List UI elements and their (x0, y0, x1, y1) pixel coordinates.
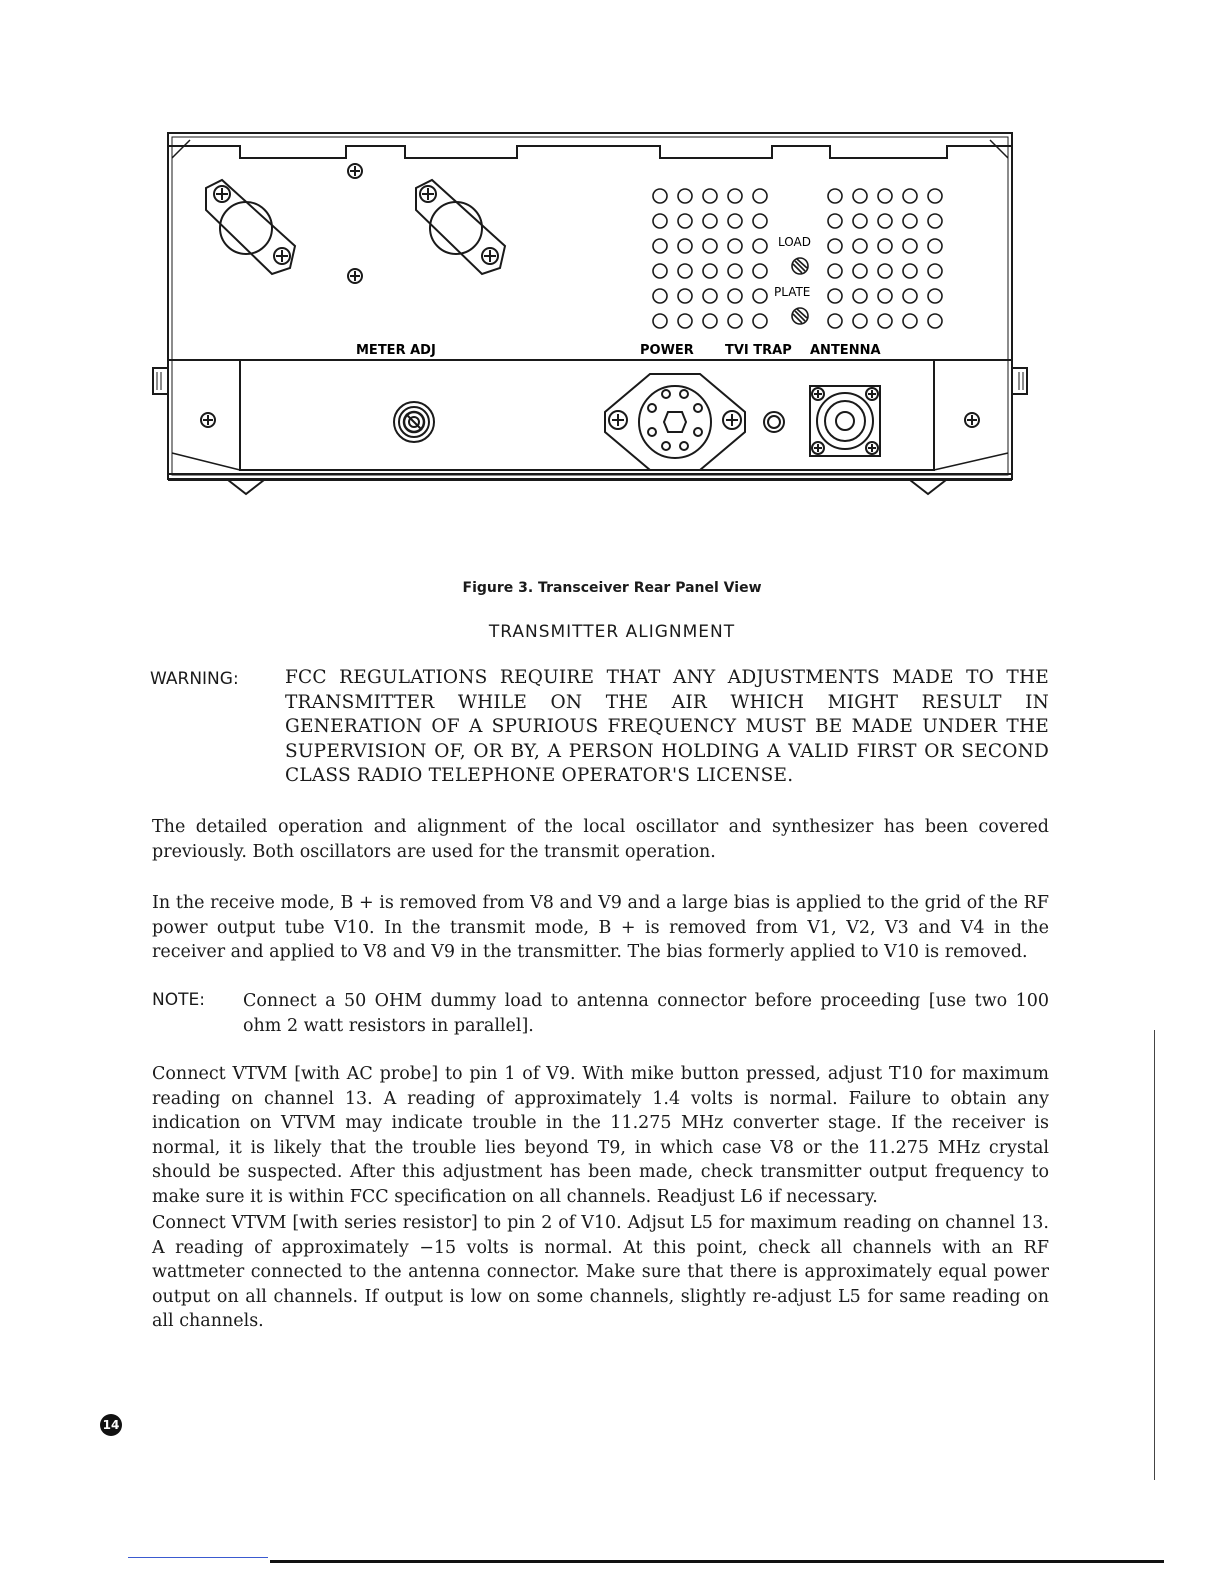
load-adjust-screw (792, 258, 808, 274)
note-label: NOTE: (152, 990, 205, 1010)
vent-hole (653, 264, 667, 278)
vent-hole (928, 314, 942, 328)
vent-hole (703, 239, 717, 253)
antenna-label: ANTENNA (810, 343, 881, 358)
vent-hole (753, 239, 767, 253)
tube-socket-left (206, 180, 295, 274)
screw (348, 269, 362, 283)
warning-label: WARNING: (150, 669, 239, 689)
vent-hole (678, 289, 692, 303)
vent-hole (703, 214, 717, 228)
vent-hole (728, 314, 742, 328)
lower-panel (240, 360, 934, 470)
vent-hole (653, 314, 667, 328)
section-heading: TRANSMITTER ALIGNMENT (488, 622, 736, 642)
vent-hole (928, 214, 942, 228)
vent-hole (928, 289, 942, 303)
vent-hole (753, 314, 767, 328)
tvi-trap-label: TVI TRAP (725, 343, 792, 358)
power-label: POWER (640, 343, 694, 358)
vent-hole (678, 314, 692, 328)
power-socket (605, 374, 745, 470)
vent-hole (828, 214, 842, 228)
vent-hole (703, 314, 717, 328)
vent-hole (653, 239, 667, 253)
vent-hole (728, 264, 742, 278)
bottom-rule (270, 1560, 1164, 1563)
vent-hole (753, 189, 767, 203)
vent-hole (753, 264, 767, 278)
vent-hole (728, 239, 742, 253)
vent-hole (753, 214, 767, 228)
margin-rule (1154, 1030, 1155, 1480)
vent-hole (828, 289, 842, 303)
vent-hole (928, 189, 942, 203)
vent-hole (928, 264, 942, 278)
vent-hole (728, 189, 742, 203)
vent-hole (903, 239, 917, 253)
meter-adjust-knob (394, 402, 434, 442)
vent-hole (753, 289, 767, 303)
vent-hole (828, 189, 842, 203)
vent-hole (728, 214, 742, 228)
vent-hole (853, 214, 867, 228)
tube-socket-right (416, 180, 505, 274)
paragraph-1: The detailed operation and alignment of the local oscillator and synthesizer has been covered previously. Both oscillators are used for the transmit operation. (152, 817, 1049, 862)
screw (348, 164, 362, 178)
vent-hole (878, 289, 892, 303)
vent-hole (853, 264, 867, 278)
vent-hole (853, 239, 867, 253)
vent-hole (703, 189, 717, 203)
vent-hole (903, 189, 917, 203)
paragraph-4: Connect VTVM [with series resistor] to pin 2 of V10. Adjsut L5 for maximum reading on channel 13. A reading of approximately −15 volts is normal. At this point, check all channels with an RF wattmeter connected to the antenna connector. Make sure that there is approximately equal power output on all channels. If output is low on some channels, slightly re-adjust L5 for same reading on all channels. (152, 1213, 1049, 1331)
vent-hole (878, 214, 892, 228)
vent-hole (703, 289, 717, 303)
case-outline (168, 133, 1012, 479)
figure-caption: Figure 3. Transceiver Rear Panel View (462, 580, 762, 596)
screw (965, 413, 979, 427)
vent-hole (653, 289, 667, 303)
vent-hole (878, 314, 892, 328)
vent-hole (853, 189, 867, 203)
vent-hole (903, 289, 917, 303)
vent-hole (853, 289, 867, 303)
vent-hole (853, 314, 867, 328)
rear-panel-diagram (150, 128, 1030, 508)
vent-hole (703, 264, 717, 278)
vent-hole (828, 314, 842, 328)
vent-hole (878, 239, 892, 253)
vent-hole (828, 264, 842, 278)
vent-hole (903, 264, 917, 278)
vent-hole (678, 189, 692, 203)
paragraph-2: In the receive mode, B + is removed from V8 and V9 and a large bias is applied to the grid of the RF power output tube V10. In the transmit mode, B + is removed from V1, V2, V3 and V4 in the receiver and applied to V8 and V9 in the transmitter. The bias formerly applied to V10 is removed. (152, 893, 1049, 962)
paragraph-3: Connect VTVM [with AC probe] to pin 1 of V9. With mike button pressed, adjust T10 for maximum reading on channel 13. A reading of approximately 1.4 volts is normal. Failure to obtain any indication on VTVM may indicate trouble in the 11.275 MHz converter stage. If the receiver is normal, it is likely that the trouble lies beyond T9, in which case V8 or the 11.275 MHz crystal should be suspected. After this adjustment has been made, check transmitter output frequency to make sure it is within FCC specification on all channels. Readjust L6 if necessary. (152, 1064, 1049, 1207)
vent-hole (678, 214, 692, 228)
meter-adj-label: METER ADJ (356, 343, 436, 358)
warning-text: FCC REGULATIONS REQUIRE THAT ANY ADJUSTMENTS MADE TO THE TRANSMITTER WHILE ON THE AIR WHICH MIGHT RESULT IN GENERATION OF A SPURIOUS FREQUENCY MUST BE MADE UNDER THE SUPERVISION OF, OR BY, A PERSON HOLDING A VALID FIRST OR SECOND CLASS RADIO TELEPHONE OPERATOR'S LICENSE. (285, 667, 1049, 786)
load-label: LOAD (778, 235, 811, 249)
vent-hole (903, 314, 917, 328)
vent-hole (903, 214, 917, 228)
note-text: Connect a 50 OHM dummy load to antenna connector before proceeding [use two 100 ohm 2 watt resistors in parallel]. (243, 991, 1049, 1036)
vent-hole (653, 214, 667, 228)
plate-adjust-screw (792, 308, 808, 324)
bottom-rule-thin (128, 1557, 268, 1558)
vent-hole (678, 264, 692, 278)
vent-hole (653, 189, 667, 203)
vent-hole (928, 239, 942, 253)
vent-hole (728, 289, 742, 303)
tvi-trap-adjust (764, 412, 784, 432)
page-number: 14 (100, 1414, 122, 1436)
vent-hole (828, 239, 842, 253)
screw (201, 413, 215, 427)
vent-hole (678, 239, 692, 253)
vent-hole (878, 264, 892, 278)
vent-hole (878, 189, 892, 203)
plate-label: PLATE (774, 285, 811, 299)
antenna-connector (810, 386, 880, 456)
